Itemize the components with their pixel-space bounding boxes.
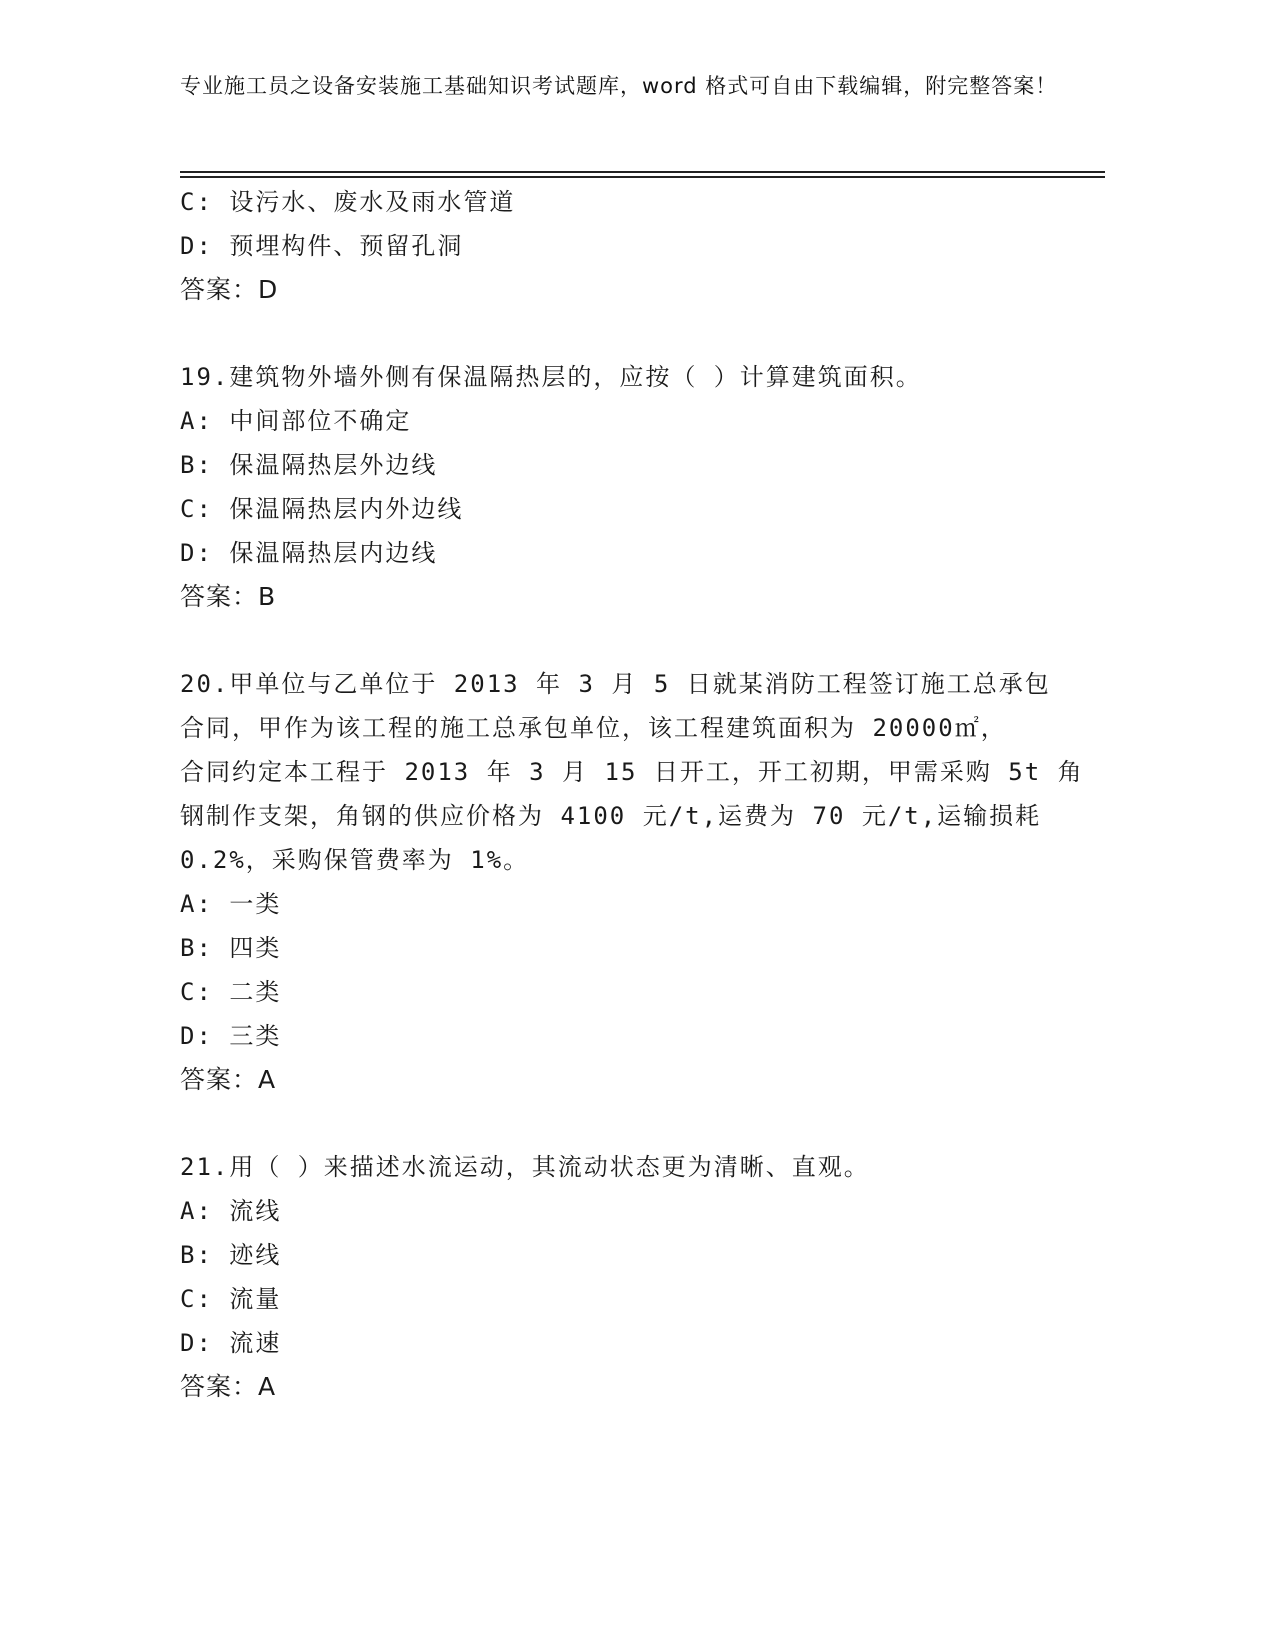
question-stem: 21.用（ ）来描述水流运动，其流动状态更为清晰、直观。	[180, 1153, 870, 1181]
question-stem-line: 20.甲单位与乙单位于 2013 年 3 月 5 日就某消防工程签订施工总承包	[180, 670, 1051, 698]
spacer	[180, 1102, 1040, 1145]
document-header: 专业施工员之设备安装施工基础知识考试题库，word 格式可自由下载编辑，附完整答案！	[180, 74, 1058, 98]
option-b: B: 保温隔热层外边线	[180, 451, 438, 479]
question-20	[180, 662, 1084, 1102]
answer-label: 答案：D	[180, 275, 279, 304]
answer-label: 答案：B	[180, 582, 277, 611]
question-stem: 19.建筑物外墙外侧有保温隔热层的，应按（ ）计算建筑面积。	[180, 363, 922, 391]
option-c: C: 二类	[180, 978, 282, 1006]
answer-label: 答案：A	[180, 1372, 277, 1401]
option-d: D: 保温隔热层内边线	[180, 539, 438, 567]
previous-question	[180, 180, 1040, 312]
option-d: D: 三类	[180, 1022, 282, 1050]
option-d: D: 流速	[180, 1329, 282, 1357]
question-stem-line: 0.2%，采购保管费率为 1%。	[180, 846, 530, 874]
option-a: A: 流线	[180, 1197, 282, 1225]
question-stem-line: 钢制作支架，角钢的供应价格为 4100 元/t,运费为 70 元/t,运输损耗	[180, 802, 1042, 830]
spacer	[180, 312, 1040, 355]
answer-label: 答案：A	[180, 1065, 277, 1094]
option-c: C: 设污水、废水及雨水管道	[180, 188, 516, 216]
question-stem-line: 合同约定本工程于 2013 年 3 月 15 日开工，开工初期，甲需采购 5t 角	[180, 758, 1084, 786]
option-d: D: 预埋构件、预留孔洞	[180, 232, 464, 260]
question-21	[180, 1145, 1040, 1409]
option-c: C: 流量	[180, 1285, 282, 1313]
option-c: C: 保温隔热层内外边线	[180, 495, 464, 523]
question-19	[180, 355, 1040, 619]
option-a: A: 中间部位不确定	[180, 407, 412, 435]
header-divider-top	[180, 171, 1105, 173]
question-stem-line: 合同，甲作为该工程的施工总承包单位，该工程建筑面积为 20000㎡，	[180, 714, 1007, 742]
option-b: B: 四类	[180, 934, 282, 962]
option-a: A: 一类	[180, 890, 282, 918]
question-content	[180, 180, 1084, 1409]
option-b: B: 迹线	[180, 1241, 282, 1269]
spacer	[180, 619, 1040, 662]
header-divider-bottom	[180, 176, 1105, 178]
